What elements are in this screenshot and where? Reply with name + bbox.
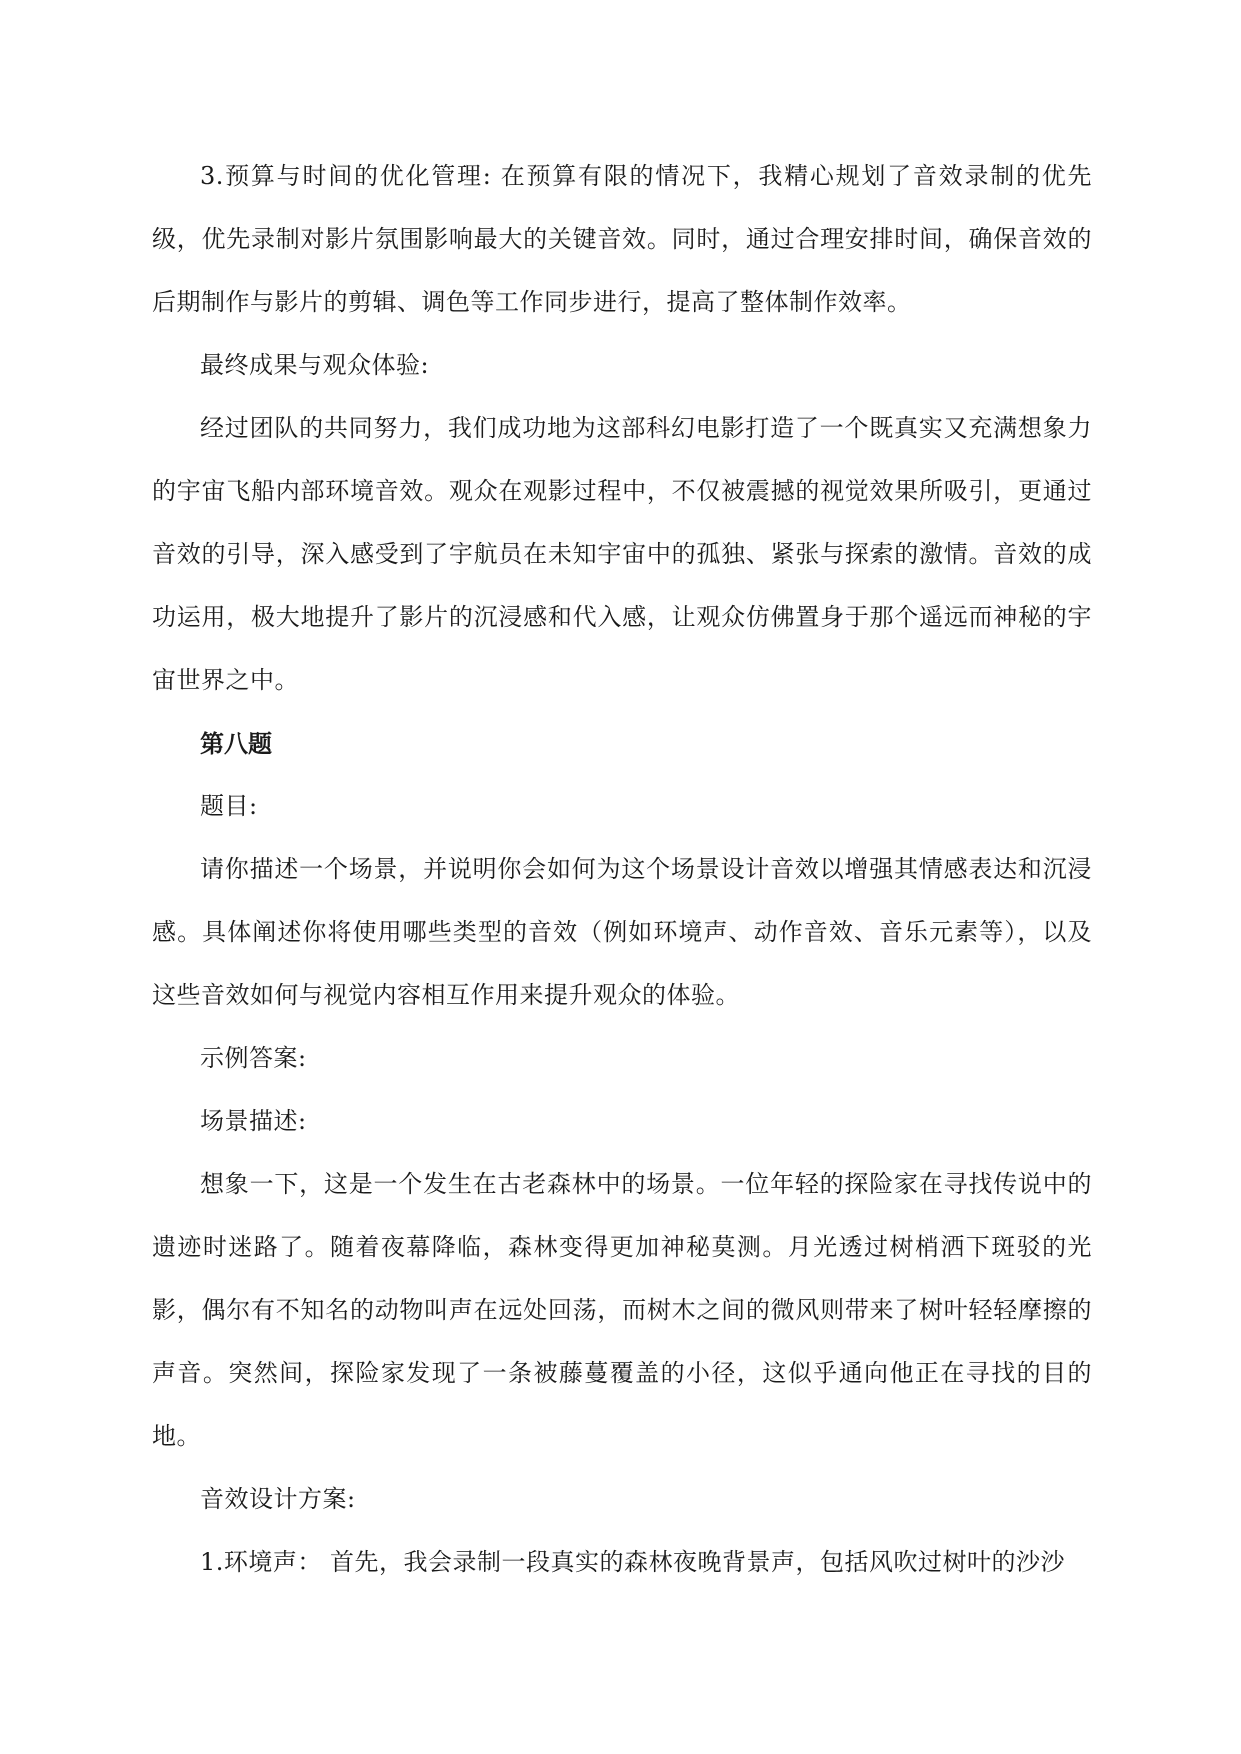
paragraph-final-result-heading: 最终成果与观众体验: (200, 351, 430, 379)
section-heading-question-8: 第八题 (200, 729, 272, 758)
paragraph-question-text: 请你描述一个场景，并说明你会如何为这个场景设计音效以增强其情感表达和沉浸感。具体阐述你将使用哪些类型的音效（例如环境声、动作音效、音乐元素等），以及这些音效如何与视觉内容相互作用来提升观众的体验。 (152, 855, 1092, 1009)
paragraph-budget-time: 3.预算与时间的优化管理: 在预算有限的情况下，我精心规划了音效录制的优先级，优先录制对影片氛围影响最大的关键音效。同时，通过合理安排时间，确保音效的后期制作与影片的剪辑、调色等工作同步进行，提高了整体制作效率。 (152, 162, 1092, 316)
document-body (152, 145, 1092, 1594)
paragraph-scene-description-label: 场景描述: (200, 1107, 307, 1135)
paragraph-sound-design-label: 音效设计方案: (200, 1485, 356, 1513)
paragraph-scene-description: 想象一下，这是一个发生在古老森林中的场景。一位年轻的探险家在寻找传说中的遗迹时迷路了。随着夜幕降临，森林变得更加神秘莫测。月光透过树梢洒下斑驳的光影，偶尔有不知名的动物叫声在远处回荡，而树木之间的微风则带来了树叶轻轻摩擦的声音。突然间，探险家发现了一条被藤蔓覆盖的小径，这似乎通向他正在寻找的目的地。 (152, 1170, 1092, 1450)
paragraph-final-result: 经过团队的共同努力，我们成功地为这部科幻电影打造了一个既真实又充满想象力的宇宙飞船内部环境音效。观众在观影过程中，不仅被震撼的视觉效果所吸引，更通过音效的引导，深入感受到了宇航员在未知宇宙中的孤独、紧张与探索的激情。音效的成功运用，极大地提升了影片的沉浸感和代入感，让观众仿佛置身于那个遥远而神秘的宇宙世界之中。 (152, 414, 1092, 694)
paragraph-sample-answer-label: 示例答案: (200, 1044, 307, 1072)
paragraph-question-label: 题目: (200, 792, 258, 820)
paragraph-ambient-sound: 1.环境声： 首先，我会录制一段真实的森林夜晚背景声，包括风吹过树叶的沙沙 (200, 1548, 1066, 1576)
